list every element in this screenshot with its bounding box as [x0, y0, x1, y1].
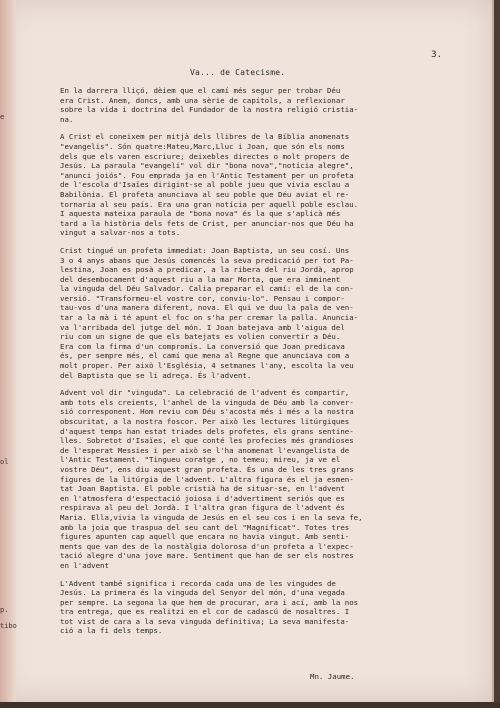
signature: Mn. Jaume. [310, 672, 355, 681]
margin-fragment: ol [0, 458, 9, 466]
page-title: Va... de Catecisme. [190, 68, 286, 77]
margin-fragment: p. [0, 606, 9, 614]
paragraph-intro: En la darrera lliçó, dèiem que el camí més segur per trobar Déu era Crist. Anem, doncs, amb una sèrie de capítols, a reflexionar sobre la vida i doctrina del Fundador de la nostra religió cristia- na. [60, 86, 359, 124]
page-edge-shadow [0, 702, 500, 708]
margin-fragment: e [0, 113, 5, 121]
page-spine [0, 0, 16, 702]
margin-fragment: tibo [0, 622, 17, 630]
paragraph-advent: Advent vol dir "vinguda". La celebració de l'advent és compartir, amb tots els creients, l'anhel de la vinguda de Déu amb la conver- sió corresponent. Hom reviu com Déu s'acosta més i més a la nostra obscuritat, a la nostra foscor. Per això les lectures litúrgiques d'aquest temps han estat triades dels profetes, els grans sentine- lles. Sobretot d'Isaïes, el que conté les profecies més grandioses de l'esperat Messies i per això se l'ha anomenat l'evangelista de l'Antic Testament. "Tingueu coratge , no temeu; mireu, ja ve el vostre Déu", ens diu aquest gran profeta. És una de les tres grans figures de la litúrgia de l'advent. L'altra figura és el ja esmen- tat Joan Baptista. El poble cristià ha de situar-se, en l'advent en l'atmosfera d'espectació joiosa i d'advertiment seriós que es respirava al peu del Jordà. I l'altra gran figura de l'advent és Maria. Ella,vivia la vinguda de Jesús en el seu cos i en la seva fe, amb la joia que traspua del seu cant del "Magnificat". Totes tres figures apunten cap aquell que encara no havia vingut. Amb senti- ments que van des de la nostàlgia dolorosa d'un profeta a l'expec- tació alegre d'una jove mare. Sentiment que han de ser els nostres en l'advent [60, 388, 363, 570]
paragraph-joan-baptista: Crist tingué un profeta immediat: Joan Baptista, un seu cosí. Uns 3 o 4 anys abans que Jesús comencés la seva predicació per tot Pa- lestina, Joan es posà a predicar, a la ribera del riu Jordà, aprop del desembocament d'aquest riu a la mar Morta, que era imminent la vinguda del Déu Salvador. Calia preparar el camí: el de la con- versió. "Transformeu-el vostre cor, conviu-lo". Pensau i compor- tau-vos d'una manera diferent, nova. El qui ve duu la pala de ven- tar a la mà i té apunt el foc on s'ha per cremar la palla. Anuncia- va l'arribada del jutge del món. I Joan batejava amb l'aigua del riu com un signe de que els batejats es volien convertir a Déu. Era com la firma d'un compromís. La conversió que Joan predicava és, per sempre més, el camí que mena al Regne que anunciava com a molt proper. Per això l'Església, 4 setmanes l'any, escolta la veu del Baptista que se li adreça. És l'advent. [60, 245, 359, 380]
paragraph-vingudes: L'Advent també significa i recorda cada una de les vingudes de Jesús. La primera és la vinguda del Senyor del món, d'una vegada per sempre. La segona la que hem de procurar, ara i ací, amb la nos tra entrega, que es realitzi en el cor de cadascú de nosaltres. I tot vist de cara a la seva vinguda definitiva; La seva manifesta- ció a la fi dels temps. [60, 578, 359, 636]
paragraph-evangelis: A Crist el coneixem per mitjà dels llibres de la Bíblia anomenats "evangelis". Són quatre:Mateu,Marc,Lluc i Joan, que són els noms dels que els varen escriure; deixebles directes o molt propers de Jesús. La paraula "evangeli" vol dir "bona nova","notícia alegre", "anunci joiós". Fou emprada ja en l'Antic Testament per un profeta de l'escola d'Isaïes dirigint-se al poble jueu que vivia esclau a Babilònia. El profeta anunciava al seu poble que Déu aviat el re- tornaria al seu país. Era una gran notícia per aquell poble esclau. I aquesta mateixa paraula de "bona nova" és la que s'aplicà més tard a la història dels fets de Crist, per anunciar-nos que Déu ha vingut a salvar-nos a tots. [60, 132, 359, 238]
page-number: 3. [431, 50, 442, 60]
document-body [60, 86, 470, 644]
